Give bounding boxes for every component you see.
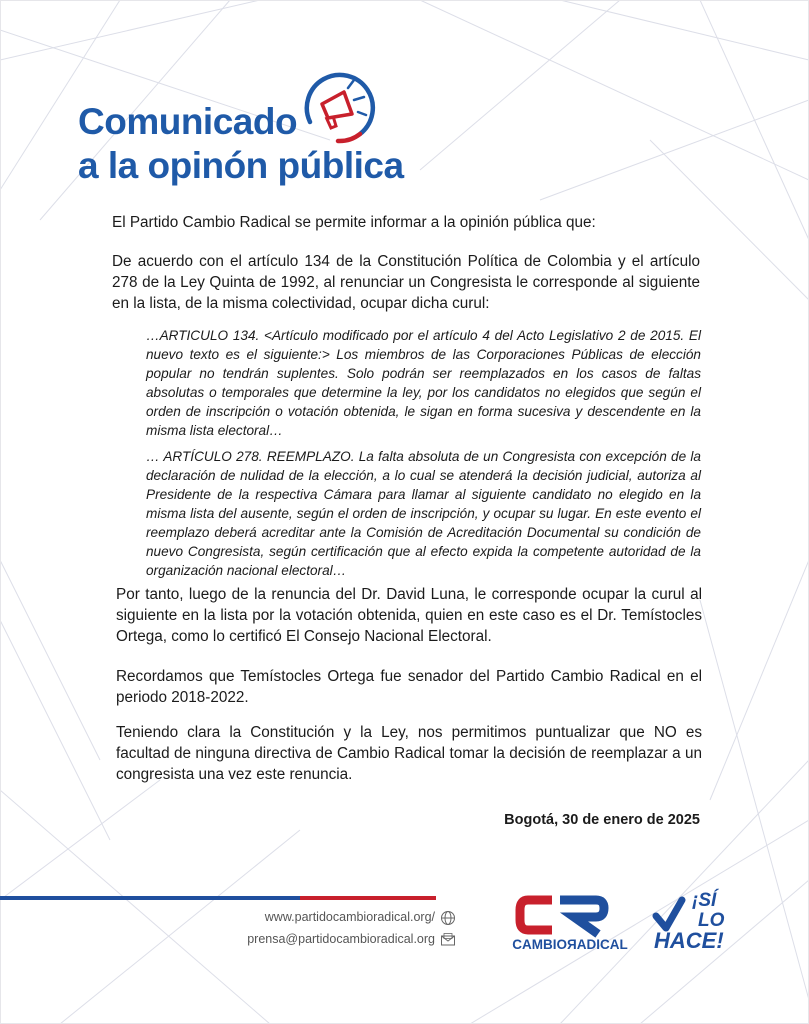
intro-paragraph — [112, 212, 700, 233]
legal-basis-text: De acuerdo con el artículo 134 de la Constitución Política de Colombia y el artículo 278 de la Ley Quinta de 1992, al renunciar un Congresista le corresponde al siguiente en la lista, de la misma colectividad, ocupar dicha curul: — [112, 253, 700, 312]
logo-hace-line2: LO — [698, 910, 725, 931]
intro-text: El Partido Cambio Radical se permite informar a la opinión pública que: — [112, 214, 596, 231]
conclusion-paragraph: Teniendo clara la Constitución y la Ley, nos permitimos puntualizar que NO es facultad de ninguna directiva de Cambio Radical tomar la decisión de reemplazar a un congresista una vez este renuncia. — [116, 724, 702, 783]
place-date: Bogotá, 30 de enero de 2025 — [504, 812, 700, 828]
ortega-paragraph: Recordamos que Temístocles Ortega fue senador del Partido Cambio Radical en el periodo 2018-2022. — [116, 668, 702, 706]
website-link[interactable]: www.partidocambioradical.org/ — [264, 910, 435, 924]
megaphone-icon — [298, 70, 376, 148]
footer-bar-red — [300, 896, 436, 900]
title-line-2: a la opinón pública — [78, 145, 404, 186]
si-lo-hace-logo — [652, 886, 732, 952]
replacement-paragraph: Por tanto, luego de la renuncia del Dr. David Luna, le corresponde ocupar la curul al siguiente en la lista por la votación obtenida, quien en este caso es el Dr. Temístocles Ortega, como lo certificó El Consejo Nacional Electoral. — [116, 586, 702, 645]
globe-icon — [440, 910, 456, 926]
logo-cr-text: CAMBIOЯADICAL — [512, 937, 628, 952]
article-134-quote: …ARTICULO 134. <Artículo modificado por el artículo 4 del Acto Legislativo 2 de 2015. El nuevo texto es el siguiente:> Los miembros de las Corporaciones Públicas de elección popular no tendrán suplentes. Solo podrán ser reemplazados en los casos de faltas absolutas o temporales que determine la ley, por los candidatos no elegidos que según el orden de inscripción o votación obtenida, le sigan en forma sucesiva y descendente en la misma lista electoral… — [146, 328, 701, 438]
title-line-1: Comunicado — [78, 101, 298, 142]
mail-icon — [440, 932, 456, 948]
cambio-radical-logo — [500, 890, 640, 952]
email-link[interactable]: prensa@partidocambioradical.org — [247, 932, 435, 946]
logo-hace-line3: HACE! — [654, 928, 724, 952]
logo-hace-line1: ¡SÍ — [692, 890, 717, 911]
footer-bar-blue — [0, 896, 300, 900]
article-278-quote: … ARTÍCULO 278. REEMPLAZO. La falta absoluta de un Congresista con excepción de la declaración de nulidad de la elección, a lo cual se atenderá la decisión judicial, autoriza al Presidente de la respectiva Cámara para llamar al siguiente candidato no elegido en la misma lista del ausente, según el orden de inscripción, y ocupar su lugar. En este evento el reemplazo deberá acreditar ante la Comisión de Acreditación Documental su condición de nuevo Congresista, según certificación que al efecto expida la competente autoridad de la organización nacional electoral… — [146, 449, 701, 578]
legal-basis-paragraph — [112, 251, 700, 314]
